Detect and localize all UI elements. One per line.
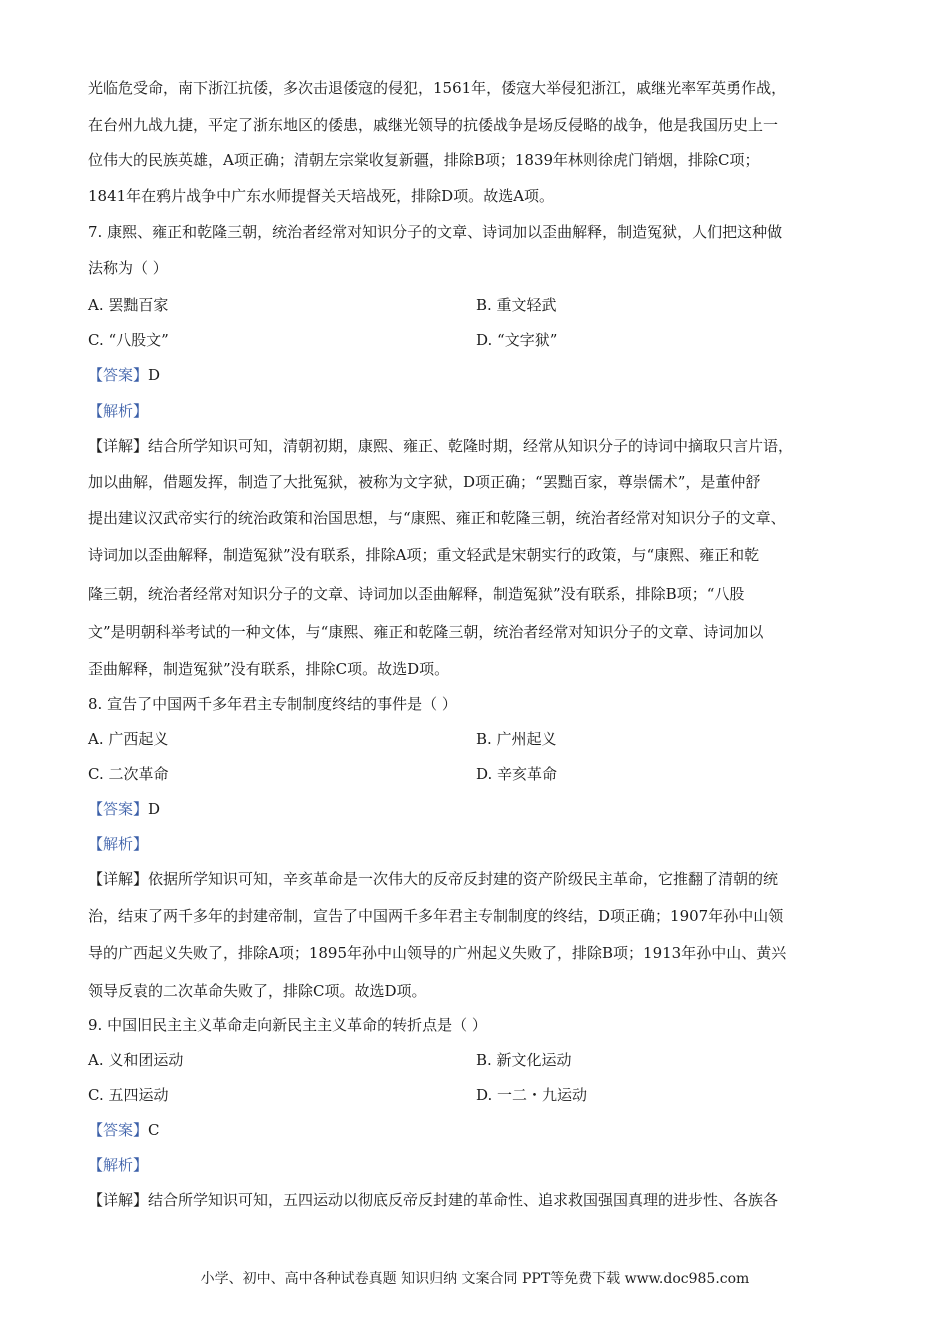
q9-option-b: B. 新文化运动 [476,1051,572,1069]
answer-tag: 【答案】 [88,800,149,818]
q8-option-d: D. 辛亥革命 [476,765,558,783]
answer-value: D [148,366,161,384]
q8-detail-line: 治，结束了两千多年的封建帝制，宣告了中国两千多年君主专制制度的终结，D项正确；1907年孙中山领 [88,907,784,925]
intro-line: 位伟大的民族英雄，A项正确；清朝左宗棠收复新疆，排除B项；1839年林则徐虎门销烟，排除C项； [88,151,760,169]
q8-option-c: C. 二次革命 [88,765,169,783]
q7-detail-line: 提出建议汉武帝实行的统治政策和治国思想，与“康熙、雍正和乾隆三朝，统治者经常对知识分子的文章、 [88,509,786,527]
q7-detail-line: 歪曲解释，制造冤狱”没有联系，排除C项。故选D项。 [88,660,450,678]
detail-text: 依据所学知识可知，辛亥革命是一次伟大的反帝反封建的资产阶级民主革命，它推翻了清朝的统 [148,870,779,888]
q7-detail-line: 隆三朝，统治者经常对知识分子的文章、诗词加以歪曲解释，制造冤狱”没有联系，排除B项；“八股 [88,585,745,603]
q7-option-d: D. “文字狱” [476,331,558,349]
q8-answer [88,799,160,819]
q8-detail-line: 导的广西起义失败了，排除A项；1895年孙中山领导的广州起义失败了，排除B项；1913年孙中山、黄兴 [88,944,787,962]
q9-stem: 9. 中国旧民主主义革命走向新民主主义革命的转折点是（ ） [88,1016,487,1034]
q8-option-b: B. 广州起义 [476,730,557,748]
q7-option-a: A. 罢黜百家 [88,296,169,314]
q7-answer [88,365,160,385]
q8-detail-line: 领导反袁的二次革命失败了，排除C项。故选D项。 [88,982,427,1000]
q8-analysis-tag: 【解析】 [88,835,149,853]
q7-detail-line: 加以曲解，借题发挥，制造了大批冤狱，被称为文字狱，D项正确；“罢黜百家，尊崇儒术”，是董仲舒 [88,473,761,491]
q7-stem: 7. 康熙、雍正和乾隆三朝，统治者经常对知识分子的文章、诗词加以歪曲解释，制造冤狱，人们把这种做 [88,223,783,241]
q9-option-a: A. 义和团运动 [88,1051,184,1069]
detail-tag: 【详解】 [88,1191,149,1209]
q9-option-d: D. 一二・九运动 [476,1086,588,1104]
q8-detail [88,869,778,889]
detail-tag: 【详解】 [88,437,149,455]
q7-detail [88,436,793,456]
q7-stem: 法称为（ ） [88,259,168,277]
answer-value: C [148,1121,160,1139]
intro-line: 1841年在鸦片战争中广东水师提督关天培战死，排除D项。故选A项。 [88,187,555,205]
q9-option-c: C. 五四运动 [88,1086,169,1104]
answer-tag: 【答案】 [88,366,149,384]
q7-option-c: C. “八股文” [88,331,169,349]
detail-text: 结合所学知识可知，五四运动以彻底反帝反封建的革命性、追求救国强国真理的进步性、各族各 [148,1191,779,1209]
q7-analysis-tag: 【解析】 [88,402,149,420]
q9-answer [88,1120,160,1140]
q9-analysis-tag: 【解析】 [88,1156,149,1174]
answer-tag: 【答案】 [88,1121,149,1139]
answer-value: D [148,800,161,818]
q9-detail [88,1190,778,1210]
detail-text: 结合所学知识可知，清朝初期，康熙、雍正、乾隆时期，经常从知识分子的诗词中摘取只言片语， [148,437,794,455]
detail-tag: 【详解】 [88,870,149,888]
q7-option-b: B. 重文轻武 [476,296,557,314]
q8-option-a: A. 广西起义 [88,730,169,748]
q8-stem: 8. 宣告了中国两千多年君主专制制度终结的事件是（ ） [88,695,457,713]
page-footer: 小学、初中、高中各种试卷真题 知识归纳 文案合同 PPT等免费下载 www.doc985.com [200,1271,750,1287]
intro-line: 在台州九战九捷，平定了浙东地区的倭患，戚继光领导的抗倭战争是场反侵略的战争，他是我国历史上一 [88,116,779,134]
q7-detail-line: 诗词加以歪曲解释，制造冤狱”没有联系，排除A项；重文轻武是宋朝实行的政策，与“康熙、雍正和乾 [88,546,760,564]
intro-line: 光临危受命，南下浙江抗倭，多次击退倭寇的侵犯，1561年，倭寇大举侵犯浙江，戚继光率军英勇作战， [88,79,787,97]
q7-detail-line: 文”是明朝科举考试的一种文体，与“康熙、雍正和乾隆三朝，统治者经常对知识分子的文章、诗词加以 [88,623,764,641]
